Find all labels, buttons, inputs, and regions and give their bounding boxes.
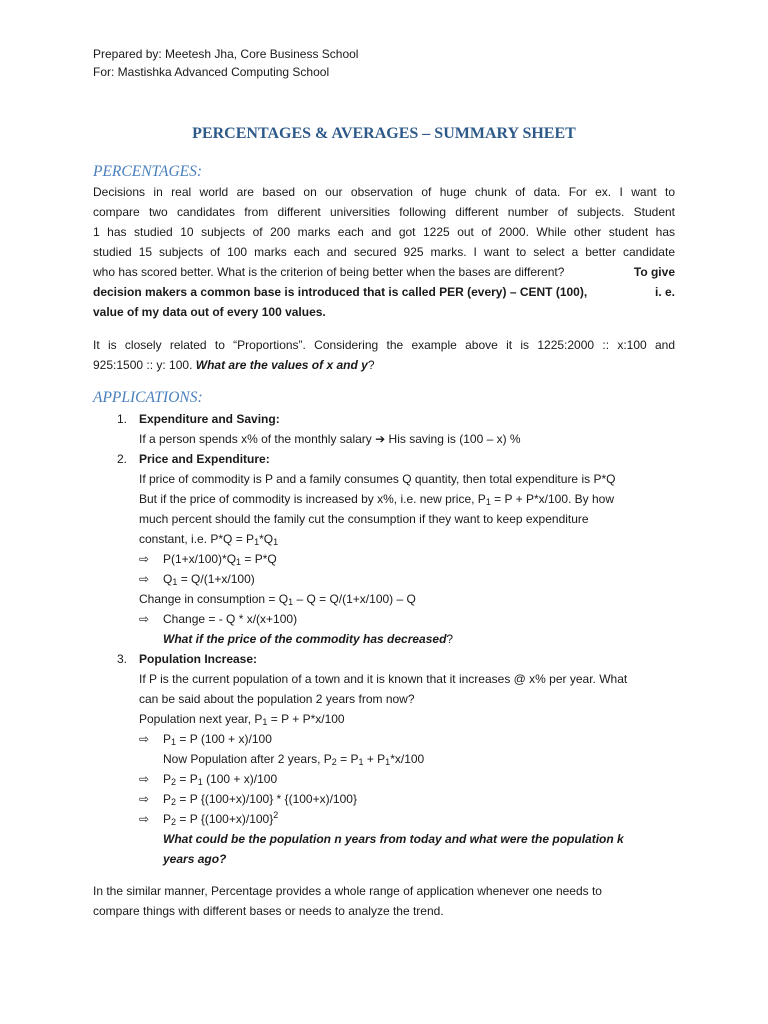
- paragraph-line: Decisions in real world are based on our observation of huge chunk of data. For ex. I want to: [93, 185, 675, 199]
- prepared-by: Prepared by: Meetesh Jha, Core Business School: [93, 47, 359, 61]
- list-number: 3.: [117, 652, 128, 666]
- double-arrow-icon: ⇨: [139, 612, 150, 626]
- paragraph-line: [93, 262, 675, 282]
- text-span: Change in consumption = Q: [139, 592, 289, 606]
- subscript: 1: [197, 777, 203, 787]
- text-span: But if the price of commodity is increased by x%, i.e. new price, P: [139, 492, 486, 506]
- double-arrow-icon: ⇨: [139, 572, 150, 586]
- list-item-line: What could be the population n years from today and what were the population k: [163, 832, 624, 846]
- list-item-line: [139, 529, 278, 549]
- superscript: 2: [273, 810, 279, 820]
- list-number: 1.: [117, 412, 128, 426]
- bold-span: decision makers a common base is introduced that is called PER (every) – CENT (100),: [93, 285, 588, 299]
- subscript: 2: [171, 777, 177, 787]
- text-span: *x/100: [390, 752, 425, 766]
- text-span: P: [163, 732, 172, 746]
- double-arrow-icon: ⇨: [139, 792, 150, 806]
- double-arrow-icon: ⇨: [139, 812, 150, 826]
- text-span: Now Population after 2 years, P: [163, 752, 332, 766]
- list-item-line: [139, 789, 357, 809]
- list-item-line: [163, 749, 424, 769]
- paragraph-line: It is closely related to “Proportions”. Considering the example above it is 1225:2000 :: x:100 and: [93, 338, 675, 352]
- text-span: *Q: [259, 532, 274, 546]
- text-span: P: [163, 812, 172, 826]
- subscript: 2: [171, 797, 177, 807]
- bold-span: To give: [633, 265, 675, 279]
- paragraph-line: 1 has studied 10 subjects of 200 marks each and got 1225 out of 2000. While other student has: [93, 225, 675, 239]
- paragraph-line: [93, 282, 675, 302]
- list-item-line: [163, 629, 453, 649]
- text-span: Population next year, P: [139, 712, 263, 726]
- text-span: = P + P*x/100: [267, 712, 345, 726]
- list-item-line: If price of commodity is P and a family consumes Q quantity, then total expenditure is P*Q: [139, 472, 616, 486]
- list-item-line: [139, 609, 297, 629]
- list-item-line: [139, 569, 255, 589]
- right-arrow-icon: ➔: [375, 432, 386, 446]
- section-heading-percentages: PERCENTAGES:: [93, 163, 203, 180]
- text-span: ?: [446, 632, 454, 646]
- double-arrow-icon: ⇨: [139, 552, 150, 566]
- paragraph-line: compare two candidates from different universities following different number of subjects. Student: [93, 205, 675, 219]
- list-item-line: years ago?: [163, 852, 227, 866]
- text-span: (100 + x)/100: [202, 772, 278, 786]
- subscript: 1: [485, 497, 491, 507]
- text-span: = P (100 + x)/100: [176, 732, 272, 746]
- text-span: Change = - Q * x/(x+100): [163, 612, 298, 626]
- text-span: P: [163, 792, 172, 806]
- text-span: Q: [163, 572, 173, 586]
- list-item-line: [139, 589, 416, 609]
- list-item-line: [139, 809, 278, 829]
- list-item-line: [139, 429, 521, 449]
- text-span: constant, i.e. P*Q = P: [139, 532, 255, 546]
- subscript: 1: [262, 717, 268, 727]
- text-span: – Q = Q/(1+x/100) – Q: [293, 592, 416, 606]
- subscript: 1: [385, 757, 391, 767]
- text-span: P(1+x/100)*Q: [163, 552, 237, 566]
- paragraph-line: [93, 355, 375, 375]
- list-item-line: much percent should the family cut the consumption if they want to keep expenditure: [139, 512, 589, 526]
- text-span: = P + P*x/100. By how: [490, 492, 615, 506]
- subscript: 1: [254, 537, 260, 547]
- subscript: 1: [171, 737, 177, 747]
- list-item-line: can be said about the population 2 years from now?: [139, 692, 415, 706]
- section-heading-applications: APPLICATIONS:: [93, 389, 203, 406]
- page-title: PERCENTAGES & AVERAGES – SUMMARY SHEET: [192, 125, 576, 142]
- list-item-line: [139, 729, 272, 749]
- text-span: = P {(100+x)/100}: [176, 812, 274, 826]
- list-item-line: [139, 709, 345, 729]
- paragraph-line: value of my data out of every 100 values.: [93, 305, 326, 319]
- text-span: = P*Q: [241, 552, 277, 566]
- list-item-line: If P is the current population of a town and it is known that it increases @ x% per year. What: [139, 672, 628, 686]
- list-item-line: [139, 769, 277, 789]
- question-span: What if the price of the commodity has decreased: [163, 632, 447, 646]
- text-span: who has scored better. What is the criterion of being better when the bases are different?: [93, 265, 565, 279]
- question-span: What are the values of x and y: [195, 358, 368, 372]
- paragraph-line: compare things with different bases or needs to analyze the trend.: [93, 904, 444, 918]
- text-span: = P: [336, 752, 359, 766]
- list-item-line: [139, 489, 614, 509]
- subscript: 2: [331, 757, 337, 767]
- subscript: 1: [236, 557, 242, 567]
- text-span: ?: [367, 358, 375, 372]
- text-span: + P: [363, 752, 386, 766]
- text-span: = P {(100+x)/100} * {(100+x)/100}: [176, 792, 357, 806]
- list-item-title: Price and Expenditure:: [139, 452, 270, 466]
- bold-span: i. e.: [654, 285, 675, 299]
- double-arrow-icon: ⇨: [139, 772, 150, 786]
- paragraph-line: In the similar manner, Percentage provides a whole range of application whenever one needs to: [93, 884, 602, 898]
- prepared-for: For: Mastishka Advanced Computing School: [93, 65, 330, 79]
- text-span: P: [163, 772, 172, 786]
- list-number: 2.: [117, 452, 128, 466]
- text-span: 925:1500 :: y: 100.: [93, 358, 193, 372]
- subscript: 1: [172, 577, 178, 587]
- text-span: If a person spends x% of the monthly salary: [139, 432, 372, 446]
- paragraph-line: studied 15 subjects of 100 marks each and secured 925 marks. I want to select a better candidate: [93, 245, 675, 259]
- list-item-title: Expenditure and Saving:: [139, 412, 280, 426]
- text-span: His saving is (100 – x) %: [388, 432, 521, 446]
- text-span: = Q/(1+x/100): [177, 572, 255, 586]
- subscript: 1: [358, 757, 364, 767]
- subscript: 1: [288, 597, 294, 607]
- subscript: 2: [171, 817, 177, 827]
- text-span: = P: [176, 772, 198, 786]
- list-item-line: [139, 549, 277, 569]
- list-item-title: Population Increase:: [139, 652, 258, 666]
- subscript: 1: [273, 537, 279, 547]
- double-arrow-icon: ⇨: [139, 732, 150, 746]
